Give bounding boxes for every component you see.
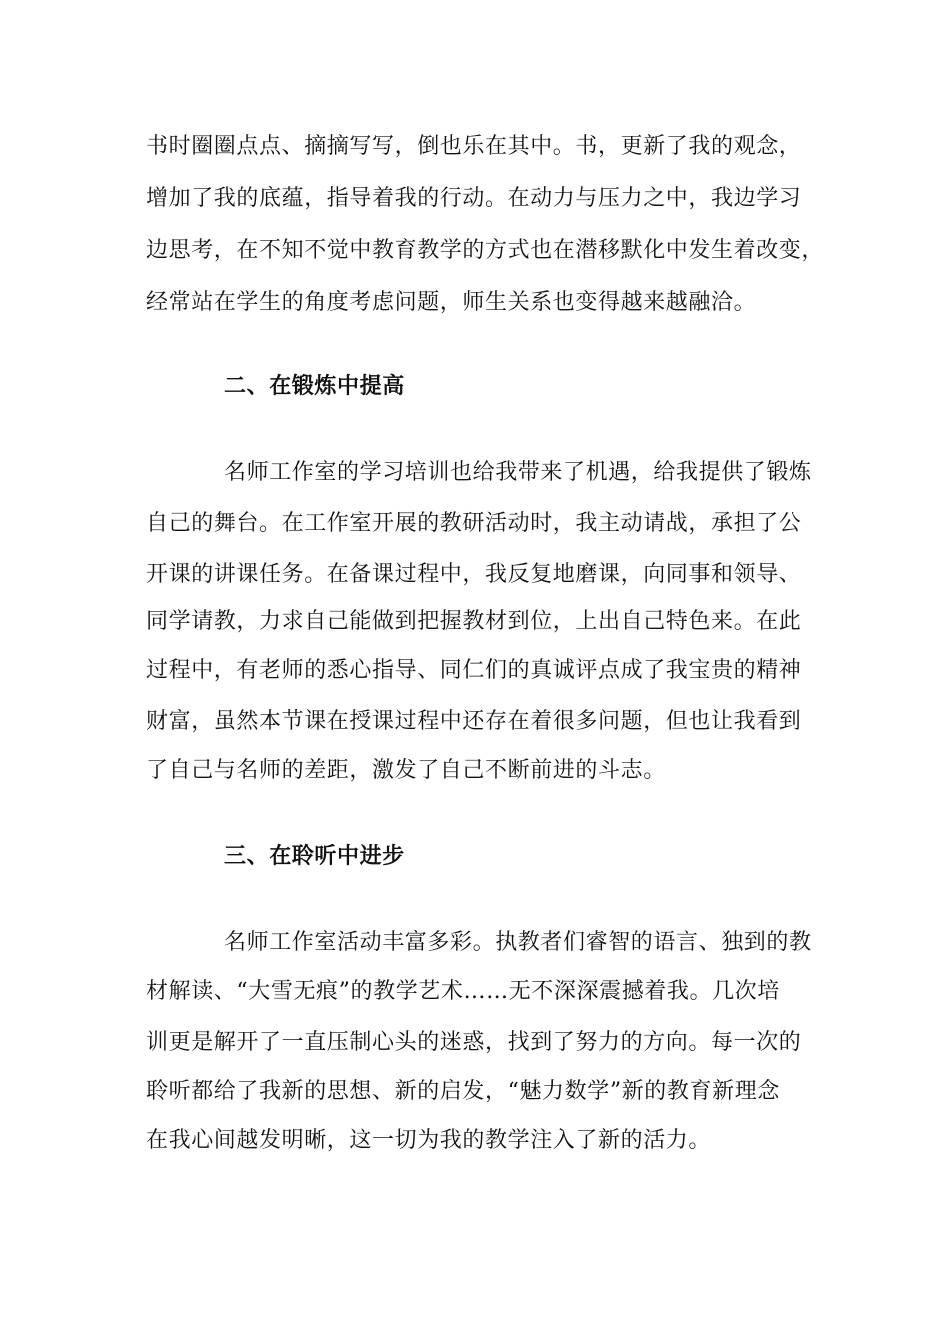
section-2-line-7: 了自己与名师的差距，激发了自己不断前进的斗志。: [146, 758, 666, 783]
section-2-line-2: 自己的舞台。在工作室开展的教研活动时，我主动请战，承担了公: [146, 511, 802, 536]
section-3-line-3: 训更是解开了一直压制心头的迷惑，找到了努力的方向。每一次的: [146, 1030, 802, 1055]
paragraph-1-line-1: 书时圈圈点点、摘摘写写，倒也乐在其中。书，更新了我的观念，: [146, 134, 802, 159]
paragraph-1-line-3: 边思考，在不知不觉中教育教学的方式也在潜移默化中发生着改变，: [146, 238, 825, 263]
section-3-line-2: 材解读、“大雪无痕”的教学艺术……无不深深震撼着我。几次培: [146, 979, 780, 1004]
section-3-heading: 三、在聆听中进步: [224, 844, 405, 869]
section-2-line-6: 财富，虽然本节课在授课过程中还存在着很多问题，但也让我看到: [146, 709, 802, 734]
section-2-line-5: 过程中，有老师的悉心指导、同仁们的真诚评点成了我宝贵的精神: [146, 658, 802, 683]
section-2-line-3: 开课的讲课任务。在备课过程中，我反复地磨课，向同事和领导、: [146, 562, 802, 587]
section-3-line-4: 聆听都给了我新的思想、新的启发，“魅力数学”新的教育新理念: [146, 1079, 780, 1104]
paragraph-1-line-4: 经常站在学生的角度考虑问题，师生关系也变得越来越融洽。: [146, 290, 757, 315]
section-3-line-1: 名师工作室活动丰富多彩。执教者们睿智的语言、独到的教: [224, 930, 812, 955]
paragraph-1-line-2: 增加了我的底蕴，指导着我的行动。在动力与压力之中，我边学习: [146, 186, 802, 211]
section-2-line-1: 名师工作室的学习培训也给我带来了机遇，给我提供了锻炼: [224, 460, 812, 485]
section-3-line-5: 在我心间越发明晰，这一切为我的教学注入了新的活力。: [146, 1128, 712, 1153]
section-2-heading: 二、在锻炼中提高: [224, 374, 405, 399]
section-2-line-4: 同学请教，力求自己能做到把握教材到位，上出自己特色来。在此: [146, 609, 802, 634]
